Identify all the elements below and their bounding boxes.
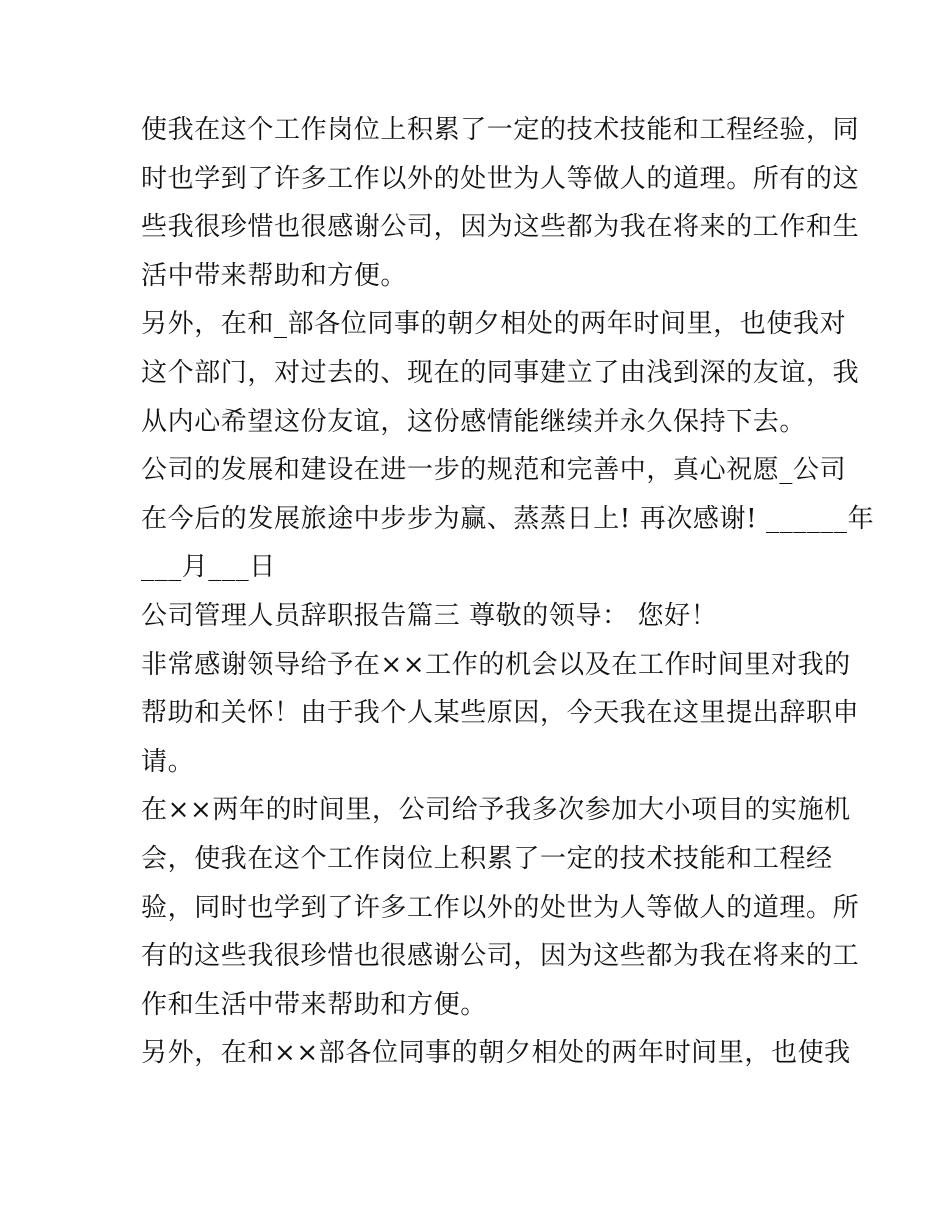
text-line: 有的这些我很珍惜也很感谢公司，因为这些都为我在将来的工 <box>141 941 860 972</box>
text-line: 另外，在和××部各位同事的朝夕相处的两年时间里，也使我 <box>141 1038 851 1069</box>
text-line: 在今后的发展旅途中步步为赢、蒸蒸日上! 再次感谢! ______年 <box>141 503 875 534</box>
text-line: ___月___日 <box>141 552 276 583</box>
text-line: 作和生活中带来帮助和方便。 <box>141 989 487 1020</box>
text-line: 验，同时也学到了许多工作以外的处世为人等做人的道理。所 <box>141 892 860 923</box>
text-line: 使我在这个工作岗位上积累了一定的技术技能和工程经验，同 <box>141 115 860 145</box>
text-line: 这个部门，对过去的、现在的同事建立了由浅到深的友谊，我 <box>141 357 860 388</box>
text-line: 请。 <box>141 746 195 777</box>
text-line: 在××两年的时间里，公司给予我多次参加大小项目的实施机 <box>141 795 851 826</box>
text-line: 活中带来帮助和方便。 <box>141 260 408 291</box>
text-line: 会，使我在这个工作岗位上积累了一定的技术技能和工程经 <box>141 843 833 874</box>
text-line: 公司的发展和建设在进一步的规范和完善中，真心祝愿_公司 <box>141 455 847 486</box>
text-line: 帮助和关怀！由于我个人某些原因，今天我在这里提出辞职申 <box>141 698 860 729</box>
text-line: 从内心希望这份友谊，这份感情能继续并永久保持下去。 <box>141 406 807 437</box>
text-line: 些我很珍惜也很感谢公司，因为这些都为我在将来的工作和生 <box>141 212 860 243</box>
text-line: 非常感谢领导给予在××工作的机会以及在工作时间里对我的 <box>141 649 851 680</box>
document-body <box>141 106 875 1078</box>
text-line: 另外，在和_部各位同事的朝夕相处的两年时间里，也使我对 <box>141 309 847 340</box>
section-heading-line: 公司管理人员辞职报告篇三 尊敬的领导： 您好！ <box>141 600 718 631</box>
text-line: 时也学到了许多工作以外的处世为人等做人的道理。所有的这 <box>141 163 860 194</box>
